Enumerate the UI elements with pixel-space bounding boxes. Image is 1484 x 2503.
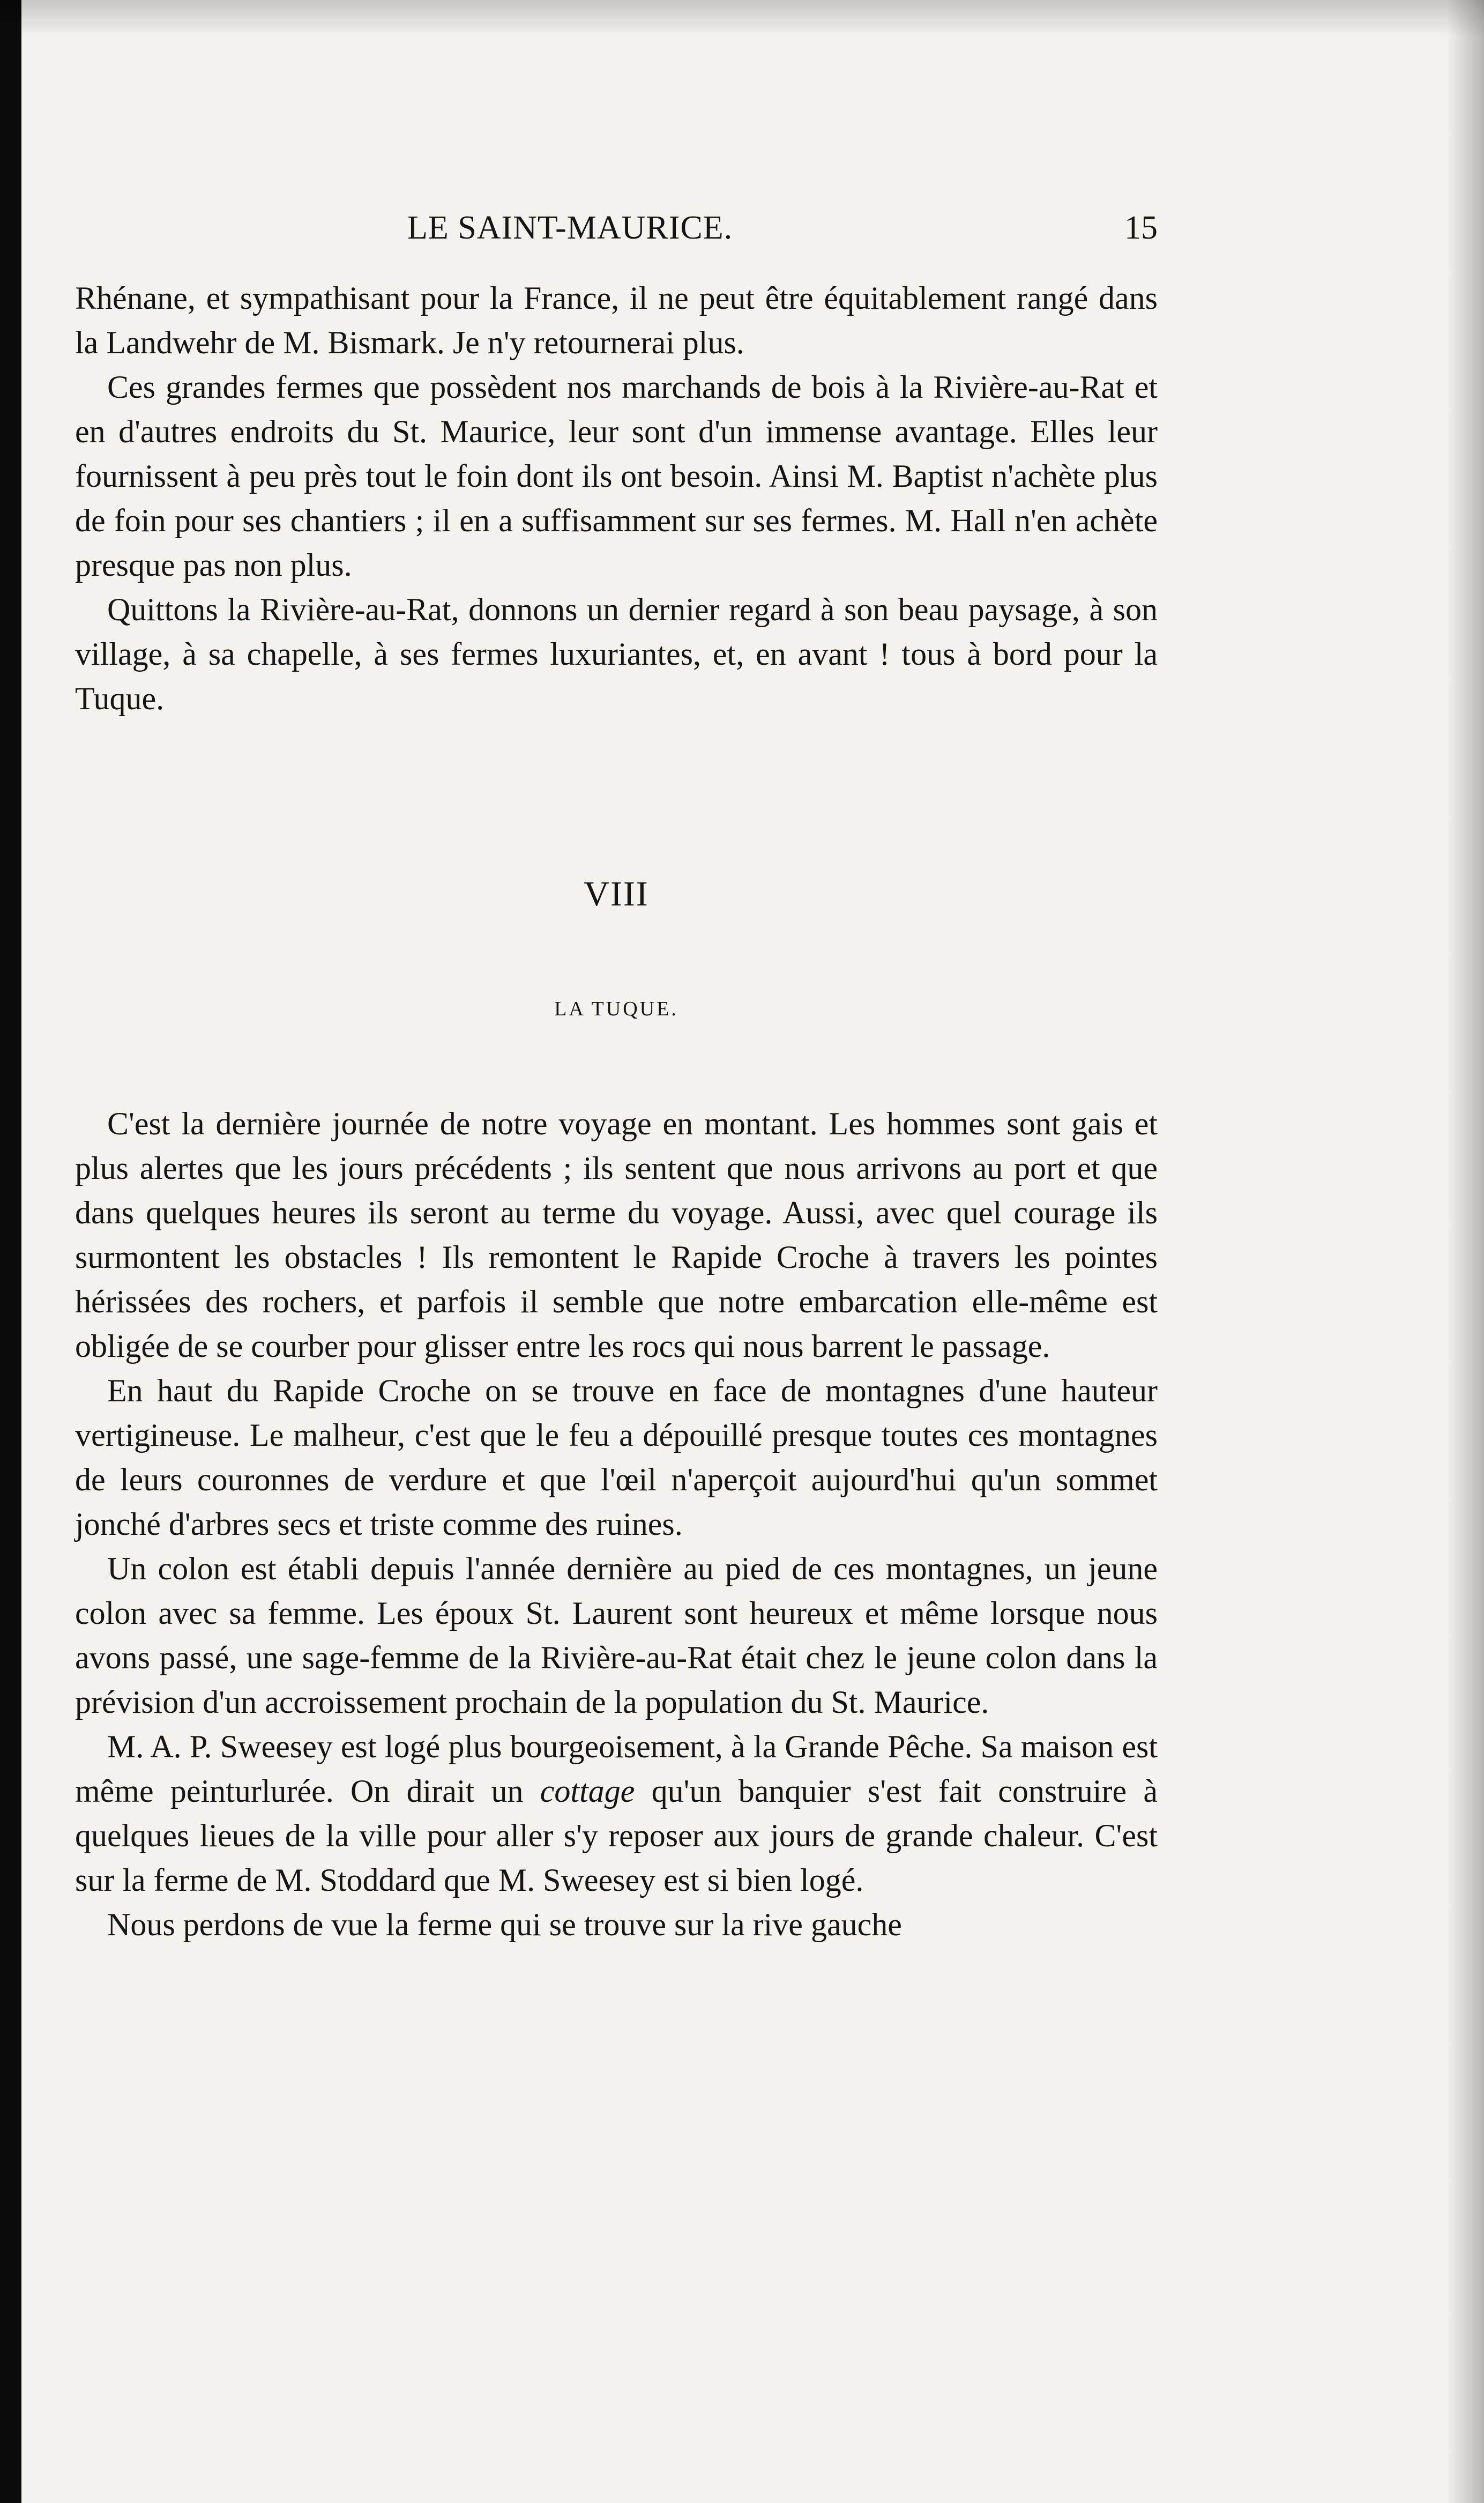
- paragraph: Ces grandes fermes que possèdent nos marchands de bois à la Rivière-au-Rat et en d'autres endroits du St. Maurice, leur sont d'un immense avantage. Elles leur fournissent à peu près tout le foin dont ils ont besoin. Ainsi M. Baptist n'achète plus de foin pour ses chantiers ; il en a suffisamment sur ses fermes. M. Hall n'en achète presque pas non plus.: [75, 369, 1158, 583]
- paragraph: Nous perdons de vue la ferme qui se trouve sur la rive gauche: [107, 1907, 902, 1942]
- paragraph: Un colon est établi depuis l'année dernière au pied de ces montagnes, un jeune colon avec sa femme. Les époux St. Laurent sont heureux et même lorsque nous avons passé, une sage-femme de la Rivière-au-Rat était chez le jeune colon dans la prévision d'un accroissement prochain de la population du St. Maurice.: [75, 1551, 1158, 1720]
- paragraph: En haut du Rapide Croche on se trouve en face de montagnes d'une hauteur vertigineuse. Le malheur, c'est que le feu a dépouillé presque toutes ces montagnes de leurs couronnes de verdure et que l'œil n'aperçoit aujourd'hui qu'un sommet jonché d'arbres secs et triste comme des ruines.: [75, 1373, 1158, 1542]
- paragraph-text: qu'un banquier s'est fait construire à quelques lieues de la ville pour aller s'y reposer aux jours de grande chaleur. C'est sur la ferme de M. Stoddard que M. Sweesey est si bien logé.: [75, 1773, 1158, 1898]
- paragraph-text: M. A. P. Sweesey est logé plus bourgeoisement, à la Grande Pêche. Sa maison est même peinturlurée. On dirait un: [75, 1729, 1158, 1809]
- paragraph: C'est la dernière journée de notre voyage en montant. Les hommes sont gais et plus alertes que les jours précédents ; ils sentent que nous arrivons au port et que dans quelques heures ils seront au terme du voyage. Aussi, avec quel courage ils surmontent les obstacles ! Ils remontent le Rapide Croche à travers les pointes hérissées des rochers, et parfois il semble que notre embarcation elle-même est obligée de se courber pour glisser entre les rocs qui nous barrent le passage.: [75, 1106, 1158, 1364]
- section-la-tuque: [75, 1102, 1158, 1947]
- paragraph: Quittons la Rivière-au-Rat, donnons un dernier regard à son beau paysage, à son village, à sa chapelle, à ses fermes luxuriantes, et, en avant ! tous à bord pour la Tuque.: [75, 592, 1158, 716]
- page-number: 15: [1124, 210, 1158, 246]
- paragraph: Rhénane, et sympathisant pour la France, il ne peut être équitablement rangé dans la Landwehr de M. Bismark. Je n'y retournerai plus.: [75, 280, 1158, 360]
- page-header: [75, 209, 1158, 257]
- scan-top-shadow: [0, 0, 1484, 38]
- scan-right-shadow: [1446, 0, 1484, 2503]
- italic-word: cottage: [540, 1773, 635, 1809]
- chapter-number: VIII: [584, 874, 649, 913]
- section-rat-river: [75, 276, 1158, 721]
- chapter-title: LA TUQUE.: [554, 998, 678, 1020]
- paragraph: [75, 1725, 1158, 1903]
- scan-left-edge: [0, 0, 21, 2503]
- running-title: LE SAINT-MAURICE.: [407, 210, 733, 246]
